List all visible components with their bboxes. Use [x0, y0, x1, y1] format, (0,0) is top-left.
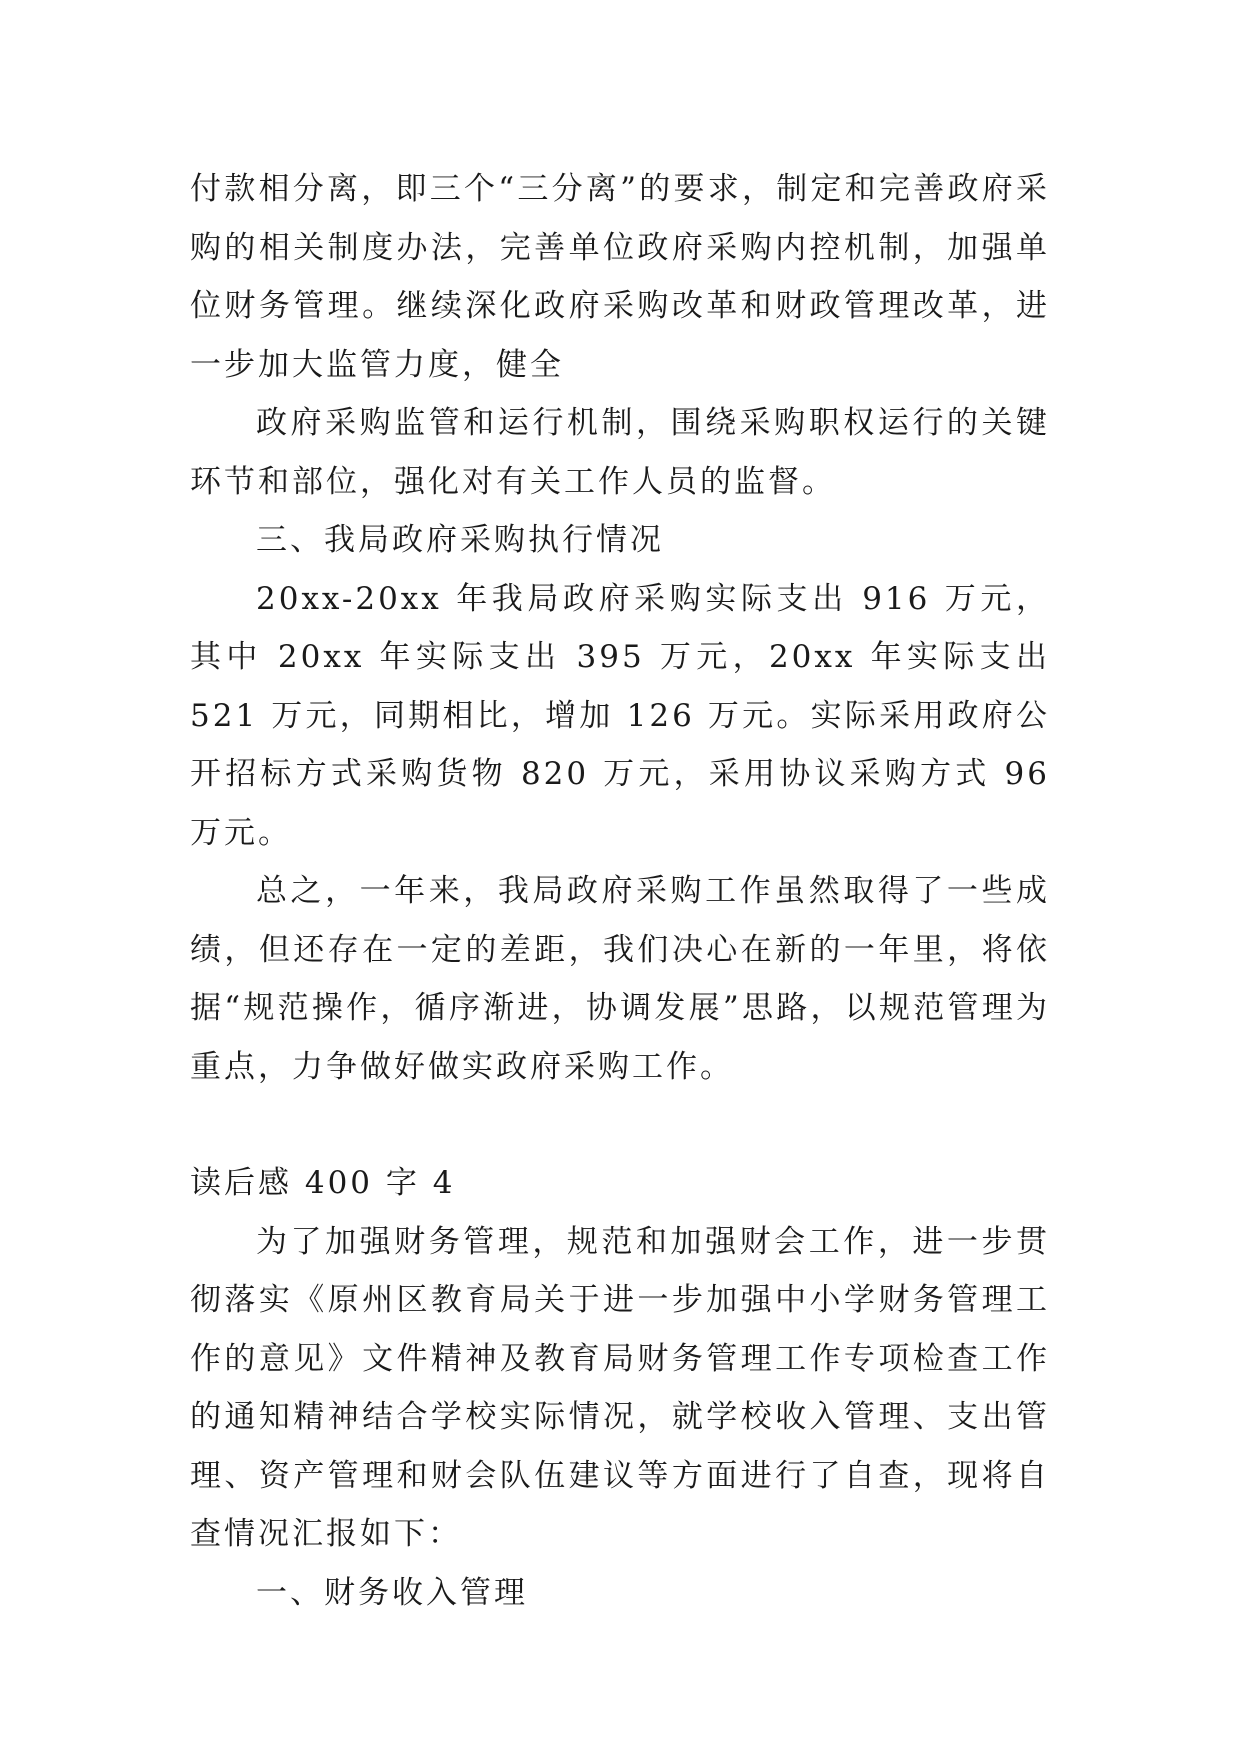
heading-income-management: 一、财务收入管理 — [256, 1574, 528, 1611]
paragraph-continuation: 付款相分离，即三个“三分离”的要求，制定和完善政府采购的相关制度办法，完善单位政府采购内控机制，加强单位财务管理。继续深化政府采购改革和财政管理改革，进一步加大监管力度，健全 — [190, 171, 1050, 383]
heading-execution: 三、我局政府采购执行情况 — [256, 522, 664, 558]
section-title: 读后感 400 字 4 — [190, 1165, 456, 1201]
paragraph-intro: 为了加强财务管理，规范和加强财会工作，进一步贯彻落实《原州区教育局关于进一步加强中小学财务管理工作的意见》文件精神及教育局财务管理工作专项检查工作的通知精神结合学校实际情况，就学校收入管理、支出管理、资产管理和财会队伍建议等方面进行了自查，现将自查情况汇报如下： — [190, 1223, 1050, 1552]
paragraph-supervision: 政府采购监管和运行机制，围绕采购职权运行的关键环节和部位，强化对有关工作人员的监督。 — [190, 405, 1050, 500]
paragraph-expenditure: 20xx-20xx 年我局政府采购实际支出 916 万元，其中 20xx 年实际支出 395 万元，20xx 年实际支出 521 万元，同期相比，增加 126 万元。实际采用政府公开招标方式采购货物 820 万元，采用协议采购方式 96 万元。 — [190, 580, 1050, 851]
paragraph-summary: 总之，一年来，我局政府采购工作虽然取得了一些成绩，但还存在一定的差距，我们决心在新的一年里，将依据“规范操作，循序渐进，协调发展”思路，以规范管理为重点，力争做好做实政府采购工作。 — [190, 873, 1050, 1085]
document-body — [190, 160, 1050, 1622]
